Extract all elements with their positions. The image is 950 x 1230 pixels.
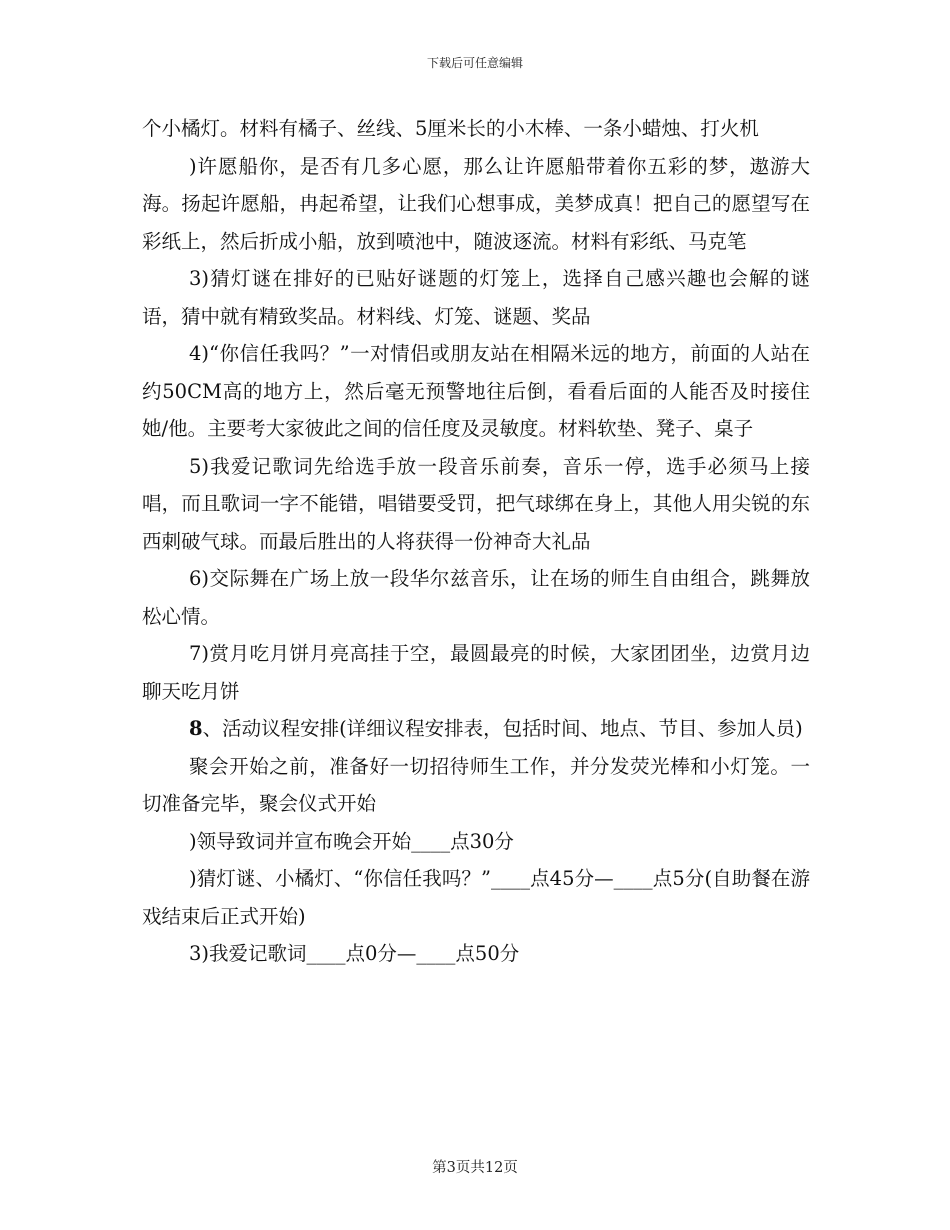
page-footer: 第3页共12页 — [432, 1160, 518, 1176]
page-header: 下载后可任意编辑 — [426, 56, 523, 70]
document-body — [142, 110, 810, 973]
paragraph-wish-boat: )许愿船你，是否有几多心愿，那么让许愿船带着你五彩的梦，遨游大海。扬起许愿船，冉起希望，让我们心想事成，美梦成真！把自己的愿望写在彩纸上，然后折成小船，放到喷池中，随波逐流。材料有彩纸、马克笔 — [142, 154, 810, 253]
paragraph-orange-lamp-materials: 个小橘灯。材料有橘子、丝线、5厘米长的小木棒、一条小蜡烛、打火机 — [142, 117, 759, 140]
paragraph-lantern-riddles: 3)猜灯谜在排好的已贴好谜题的灯笼上，选择自己感兴趣也会解的谜语，猜中就有精致奖品。材料线、灯笼、谜题、奖品 — [142, 267, 810, 328]
paragraph-lyrics-game: 5)我爱记歌词先给选手放一段音乐前奏，音乐一停，选手必须马上接唱，而且歌词一字不能错，唱错要受罚，把气球绑在身上，其他人用尖锐的东西刺破气球。而最后胜出的人将获得一份神奇大礼品 — [142, 454, 810, 553]
paragraph-ballroom-dance: 6)交际舞在广场上放一段华尔兹音乐，让在场的师生自由组合，跳舞放松心情。 — [142, 567, 810, 628]
section-heading-text: 、活动议程安排(详细议程安排表，包括时间、地点、节目、参加人员) — [202, 717, 803, 740]
paragraph-trust-game: 4)“你信任我吗？”一对情侣或朋友站在相隔米远的地方，前面的人站在约50CM高的地方上，然后毫无预警地往后倒，看看后面的人能否及时接住她/他。主要考大家彼此之间的信任度及灵敏度。材料软垫、凳子、桌子 — [142, 342, 810, 440]
section-number: 8 — [189, 717, 203, 740]
paragraph-preparation: 聚会开始之前，准备好一切招待师生工作，并分发荧光棒和小灯笼。一切准备完毕，聚会仪式开始 — [142, 754, 810, 815]
agenda-item-games: )猜灯谜、小橘灯、“你信任我吗？”____点45分—____点5分(自助餐在游戏结束后正式开始) — [142, 867, 810, 928]
section-heading-agenda — [142, 710, 810, 748]
agenda-item-opening: )领导致词并宣布晚会开始____点30分 — [189, 829, 514, 853]
paragraph-moon-cakes: 7)赏月吃月饼月亮高挂于空，最圆最亮的时候，大家团团坐，边赏月边聊天吃月饼 — [142, 642, 810, 703]
agenda-item-lyrics: 3)我爱记歌词____点0分—____点50分 — [189, 942, 520, 965]
